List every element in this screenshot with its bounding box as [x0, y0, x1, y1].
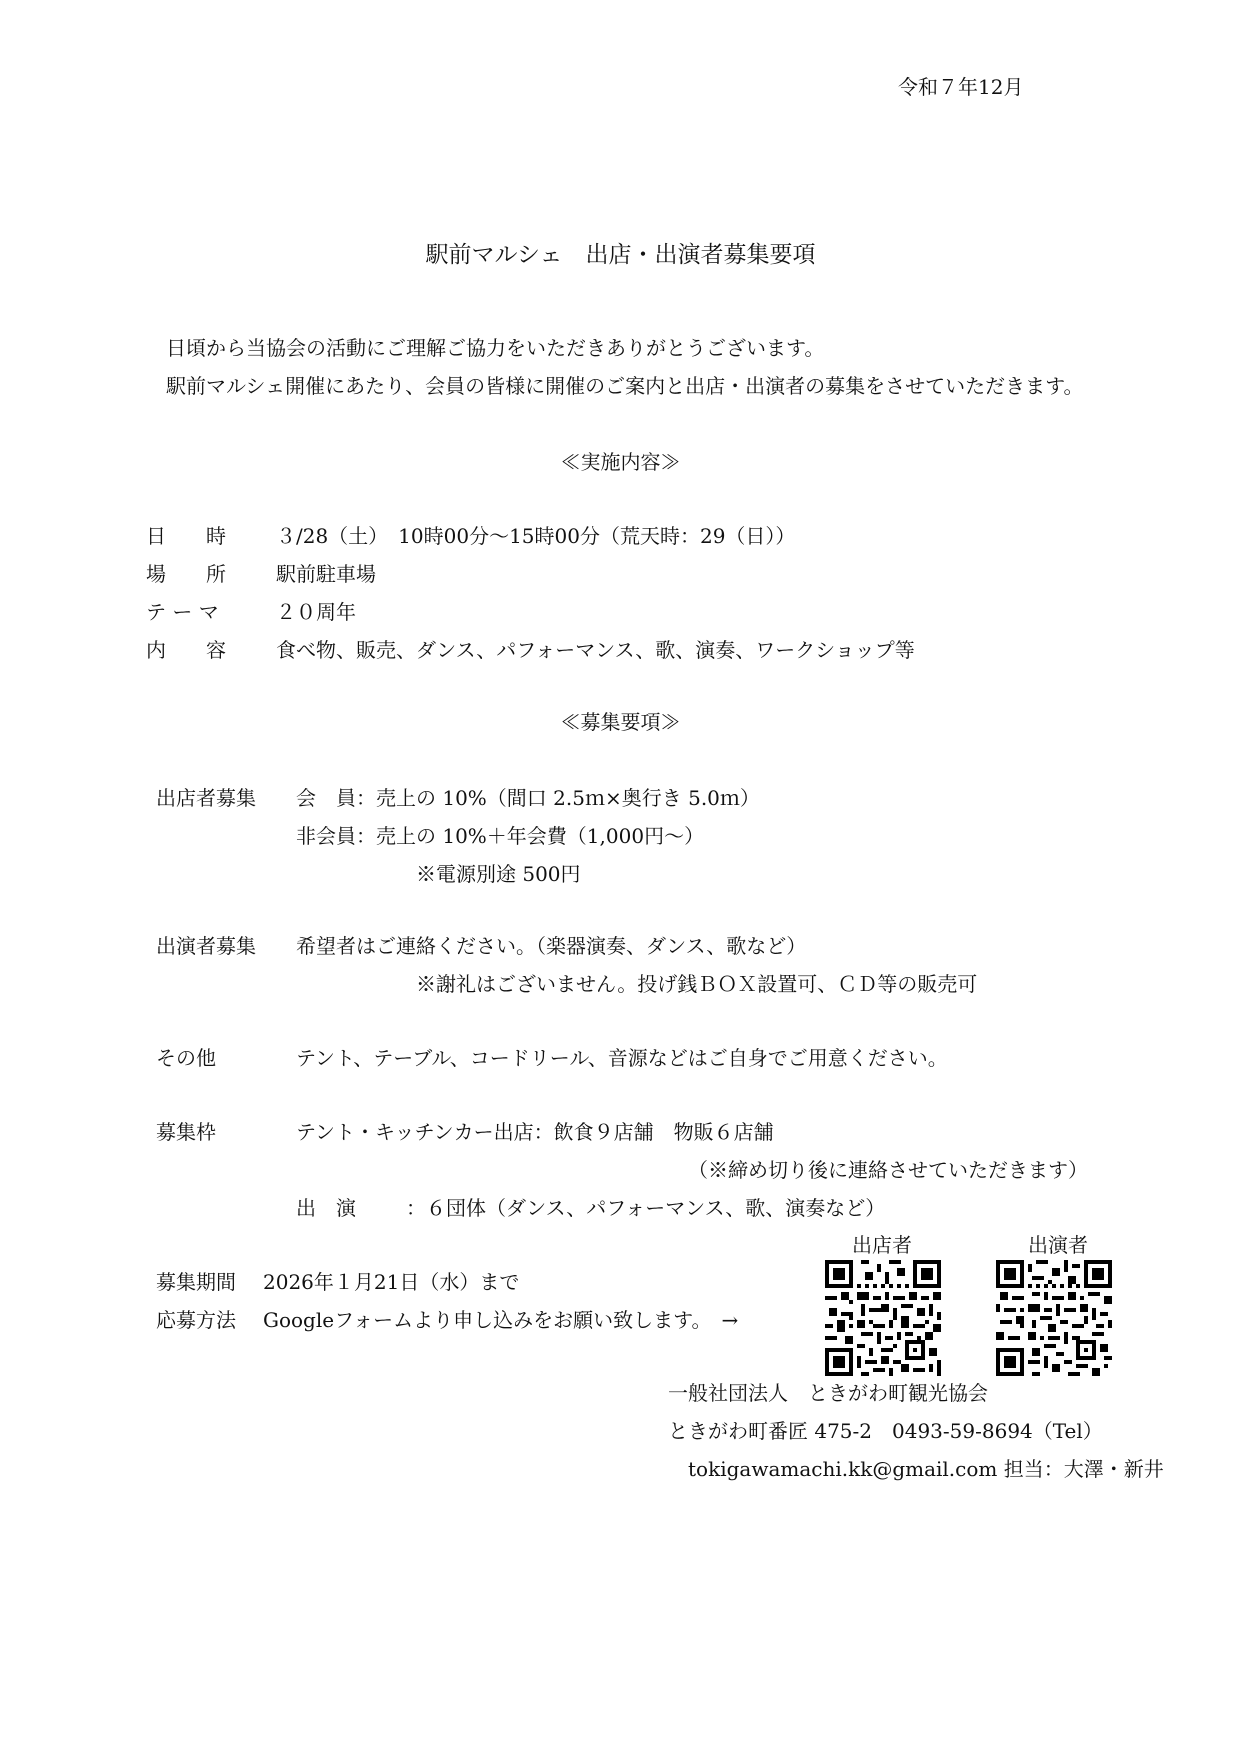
qr-code-performer-svg	[996, 1260, 1112, 1376]
performer-label: 出演者募集	[156, 934, 256, 958]
performer-note: ※謝礼はございません。投げ銭ＢＯＸ設置可、ＣＤ等の販売可	[416, 972, 978, 996]
intro-line-2: 駅前マルシェ開催にあたり、会員の皆様に開催のご案内と出店・出演者の募集をさせていただきます。	[166, 374, 1084, 398]
shop-power-note: ※電源別途 500円	[416, 862, 581, 886]
detail-label-datetime: 日 時	[146, 524, 226, 548]
shop-label: 出店者募集	[156, 786, 256, 810]
qr-code-shop-svg	[825, 1260, 941, 1376]
capacity-shops: テント・キッチンカー出店：飲食９店舗 物販６店舗	[296, 1120, 774, 1144]
capacity-performer-value: ：６団体（ダンス、パフォーマンス、歌、演奏など）	[406, 1196, 886, 1220]
section-heading-details: ≪実施内容≫	[560, 450, 681, 474]
detail-value-content: 食べ物、販売、ダンス、パフォーマンス、歌、演奏、ワークショップ等	[276, 638, 915, 662]
contact-address: ときがわ町番匠 475-2 0493-59-8694（Tel）	[668, 1419, 1103, 1443]
contact-org: 一般社団法人 ときがわ町観光協会	[668, 1381, 988, 1405]
qr-code-icon[interactable]	[825, 1260, 941, 1376]
other-label: その他	[156, 1046, 216, 1070]
detail-value-datetime: ３/28（土） 10時00分～15時00分（荒天時：29（日））	[276, 524, 796, 548]
method-label: 応募方法	[156, 1308, 236, 1332]
capacity-note: （※締め切り後に連絡させていただきます）	[688, 1158, 1088, 1182]
section-heading-recruitment: ≪募集要項≫	[560, 710, 681, 734]
qr-code-icon[interactable]	[996, 1260, 1112, 1376]
contact-email-staff: tokigawamachi.kk@gmail.com 担当：大澤・新井	[688, 1457, 1164, 1481]
period-label: 募集期間	[156, 1270, 236, 1294]
intro-line-1: 日頃から当協会の活動にご理解ご協力をいただきありがとうございます。	[166, 336, 825, 360]
document-title: 駅前マルシェ 出店・出演者募集要項	[425, 242, 816, 268]
method-value: Googleフォームより申し込みをお願い致します。 →	[263, 1308, 739, 1332]
capacity-label: 募集枠	[156, 1120, 216, 1144]
document-date: 令和７年12月	[898, 75, 1024, 99]
detail-value-place: 駅前駐車場	[276, 562, 376, 586]
capacity-performer-label: 出 演	[296, 1196, 356, 1220]
period-value: 2026年１月21日（水）まで	[263, 1270, 520, 1294]
detail-label-place: 場 所	[146, 562, 226, 586]
qr-label-performer: 出演者	[1028, 1233, 1088, 1257]
shop-member-fee: 会 員：売上の 10%（間口 2.5ｍ×奥行き 5.0ｍ）	[296, 786, 760, 810]
other-info: テント、テーブル、コードリール、音源などはご自身でご用意ください。	[296, 1046, 948, 1070]
performer-info: 希望者はご連絡ください。（楽器演奏、ダンス、歌など）	[296, 934, 807, 958]
detail-label-content: 内 容	[146, 638, 226, 662]
qr-label-shop: 出店者	[852, 1233, 912, 1257]
detail-value-theme: ２０周年	[276, 600, 356, 624]
shop-nonmember-fee: 非会員：売上の 10%＋年会費（1,000円～）	[296, 824, 705, 848]
detail-label-theme: テ ー マ	[146, 600, 219, 624]
